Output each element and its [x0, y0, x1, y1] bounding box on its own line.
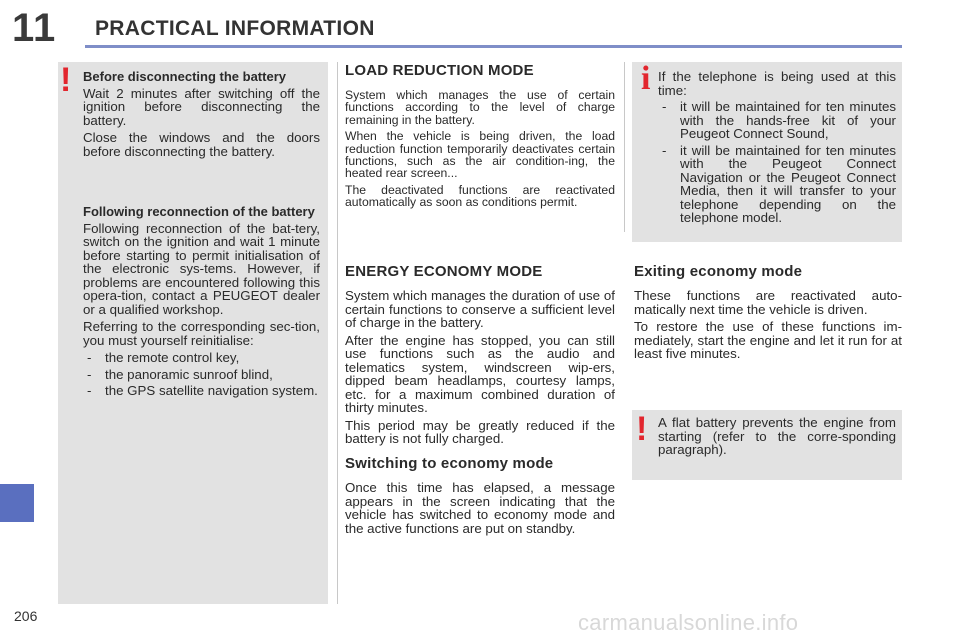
- list-item: - it will be maintained for ten minutes with the Peugeot Connect Navigation or the Peugeot Connect Media, then it will transfer to your telephone depending on the telephone model.: [658, 144, 896, 225]
- telephone-info-list: [658, 100, 896, 225]
- section-heading: Before disconnecting the battery: [83, 69, 286, 84]
- column-divider: [624, 62, 625, 232]
- paragraph: This period may be greatly reduced if the battery is not fully charged.: [345, 417, 615, 446]
- chapter-number: 11: [12, 6, 57, 50]
- chapter-tab-marker: [0, 484, 34, 522]
- list-item: - the remote control key,: [83, 351, 320, 365]
- column-divider: [337, 62, 338, 604]
- paragraph: Close the windows and the doors before disconnecting the battery.: [83, 130, 320, 159]
- paragraph: Referring to the corresponding sec-tion, you must yourself reinitialise:: [83, 319, 320, 348]
- paragraph: System which manages the duration of use of certain functions to conserve a sufficient level of charge in the battery.: [345, 288, 615, 330]
- paragraph: Wait 2 minutes after switching off the ignition before disconnecting the battery.: [83, 85, 320, 128]
- paragraph: The deactivated functions are reactivated automatically as soon as conditions permit.: [345, 182, 615, 210]
- paragraph: Once this time has elapsed, a message appears in the screen indicating that the vehicle has switched to economy mode and the active functions are put on standby.: [345, 480, 615, 536]
- page-number: 206: [14, 608, 38, 624]
- exiting-economy-heading: Exiting economy mode: [634, 263, 803, 280]
- list-item: - the GPS satellite navigation system.: [83, 384, 320, 398]
- paragraph: These functions are reactivated auto-matically next time the vehicle is driven.: [634, 288, 902, 317]
- energy-economy-text: [345, 289, 615, 450]
- exclamation-icon: !: [60, 61, 72, 99]
- load-reduction-text: [345, 89, 615, 213]
- paragraph: When the vehicle is being driven, the load reduction function temporarily deactivates certain functions, such as the air condition-ing, the heated rear screen...: [345, 129, 615, 181]
- battery-disconnect-section: [83, 70, 320, 162]
- exiting-economy-text: [634, 289, 902, 365]
- load-reduction-heading: LOAD REDUCTION MODE: [345, 62, 534, 79]
- paragraph: Following reconnection of the bat-tery, switch on the ignition and wait 1 minute before starting to permit initialisation of the electronic sys-tems. However, if problems are encountered following this opera-tion, contact a PEUGEOT dealer or a qualified workshop.: [83, 220, 320, 317]
- switching-economy-text: [345, 481, 615, 539]
- paragraph: To restore the use of these functions im-mediately, start the engine and let it run for at least five minutes.: [634, 319, 902, 361]
- list-item: - it will be maintained for ten minutes with the hands-free kit of your Peugeot Connect Sound,: [658, 100, 896, 141]
- header-rule: [85, 45, 902, 48]
- paragraph: If the telephone is being used at this time:: [658, 69, 896, 98]
- list-item: - the panoramic sunroof blind,: [83, 368, 320, 382]
- reinitialise-list: [83, 351, 320, 398]
- info-icon: i: [641, 60, 651, 97]
- flat-battery-warning-text: [658, 416, 896, 461]
- energy-economy-heading: ENERGY ECONOMY MODE: [345, 263, 543, 280]
- paragraph: After the engine has stopped, you can still use functions such as the audio and telematics system, windscreen wip-ers, dipped beam headlamps, courtesy lamps, etc. for a maximum combined duration of thirty minutes.: [345, 332, 615, 415]
- paragraph: A flat battery prevents the engine from starting (refer to the corre-sponding paragraph).: [658, 415, 896, 457]
- telephone-info-text: [658, 70, 896, 228]
- switching-economy-heading: Switching to economy mode: [345, 455, 554, 472]
- section-heading: Following reconnection of the battery: [83, 204, 315, 219]
- watermark: carmanualsonline.info: [578, 610, 799, 635]
- page-title: PRACTICAL INFORMATION: [95, 17, 375, 40]
- exclamation-icon: !: [636, 410, 648, 448]
- battery-reconnect-section: [83, 205, 320, 401]
- paragraph: System which manages the use of certain functions according to the level of charge remaining in the battery.: [345, 88, 615, 127]
